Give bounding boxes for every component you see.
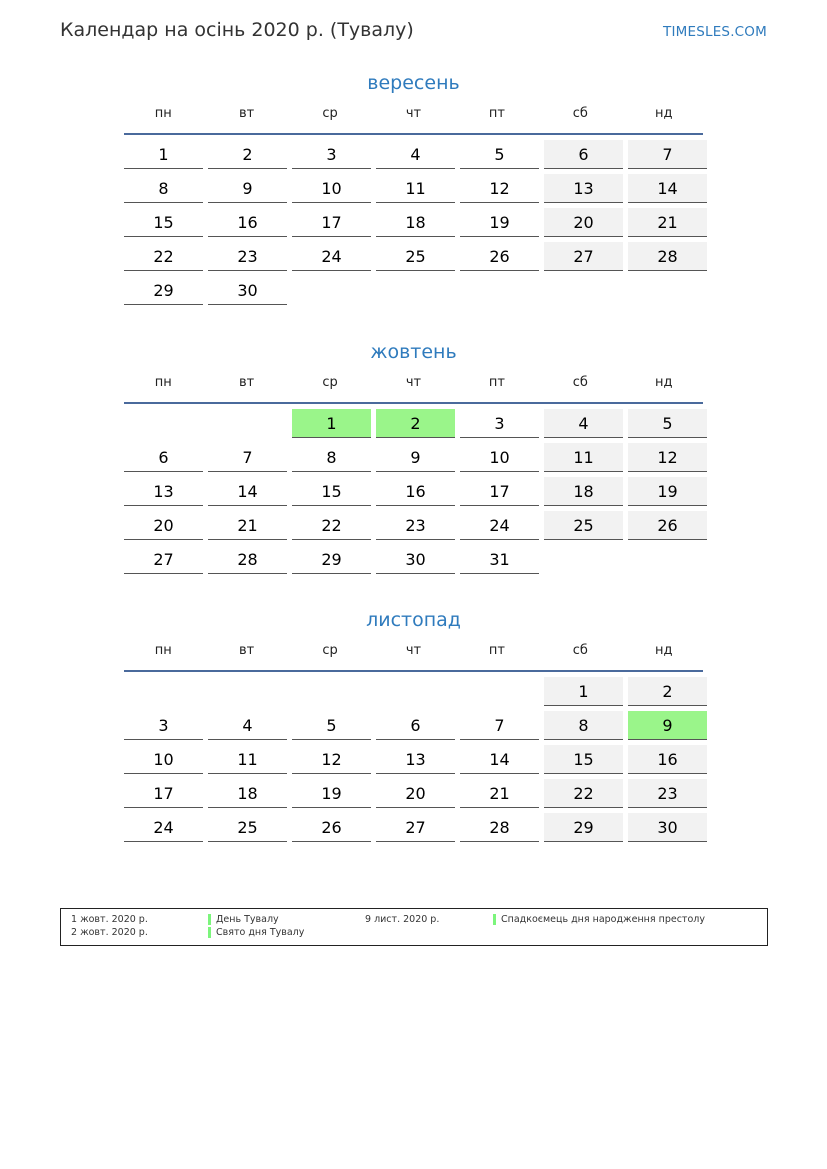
legend-date: 2 жовт. 2020 р.	[71, 927, 148, 938]
day-cell: 17	[124, 779, 203, 808]
day-cell: 3	[460, 409, 539, 438]
empty-cell	[292, 677, 371, 706]
empty-cell	[124, 677, 203, 706]
holiday-day-cell: 1	[292, 409, 371, 438]
weekday-label: пт	[488, 643, 505, 658]
holiday-legend	[60, 908, 768, 946]
day-cell: 13	[124, 477, 203, 506]
day-cell: 8	[124, 174, 203, 203]
header-divider	[124, 402, 703, 404]
day-cell: 24	[292, 242, 371, 271]
day-cell: 11	[544, 443, 623, 472]
day-cell: 18	[376, 208, 455, 237]
day-cell: 21	[460, 779, 539, 808]
day-cell: 14	[628, 174, 707, 203]
day-cell: 26	[628, 511, 707, 540]
empty-cell	[376, 677, 455, 706]
empty-cell	[208, 409, 287, 438]
month-september	[124, 70, 703, 305]
day-cell: 12	[628, 443, 707, 472]
day-cell: 7	[208, 443, 287, 472]
weekday-label: чт	[405, 643, 422, 658]
day-cell: 20	[544, 208, 623, 237]
weekday-label: вт	[239, 375, 255, 390]
month-name: вересень	[367, 72, 460, 94]
day-cell: 22	[544, 779, 623, 808]
day-cell: 16	[376, 477, 455, 506]
empty-cell	[124, 409, 203, 438]
day-cell: 5	[628, 409, 707, 438]
day-cell: 28	[208, 545, 287, 574]
month-name: листопад	[366, 609, 461, 631]
month-october	[124, 339, 703, 574]
day-cell: 19	[292, 779, 371, 808]
day-cell: 10	[460, 443, 539, 472]
weekday-label: нд	[654, 643, 673, 658]
day-cell: 29	[544, 813, 623, 842]
weekday-label: чт	[405, 375, 422, 390]
day-cell: 22	[124, 242, 203, 271]
day-cell: 21	[628, 208, 707, 237]
day-grid	[124, 140, 703, 305]
weekday-label: нд	[654, 375, 673, 390]
day-cell: 4	[208, 711, 287, 740]
weekday-label: вт	[239, 106, 255, 121]
holiday-marker	[208, 927, 211, 938]
day-cell: 27	[376, 813, 455, 842]
day-cell: 3	[124, 711, 203, 740]
day-cell: 28	[460, 813, 539, 842]
weekday-header	[124, 641, 703, 661]
page-title: Календар на осінь 2020 р. (Тувалу)	[60, 19, 414, 41]
day-cell: 10	[292, 174, 371, 203]
day-cell: 16	[628, 745, 707, 774]
day-cell: 7	[460, 711, 539, 740]
day-cell: 14	[208, 477, 287, 506]
day-cell: 29	[292, 545, 371, 574]
empty-cell	[460, 677, 539, 706]
day-cell: 24	[460, 511, 539, 540]
day-cell: 9	[376, 443, 455, 472]
day-cell: 26	[292, 813, 371, 842]
day-cell: 31	[460, 545, 539, 574]
day-cell: 6	[124, 443, 203, 472]
day-cell: 23	[376, 511, 455, 540]
day-cell: 27	[544, 242, 623, 271]
weekday-label: чт	[405, 106, 422, 121]
month-name: жовтень	[370, 341, 457, 363]
day-cell: 22	[292, 511, 371, 540]
weekday-label: пн	[154, 106, 172, 121]
day-cell: 2	[208, 140, 287, 169]
day-cell: 3	[292, 140, 371, 169]
day-cell: 16	[208, 208, 287, 237]
day-cell: 23	[208, 242, 287, 271]
day-cell: 30	[376, 545, 455, 574]
day-cell: 6	[376, 711, 455, 740]
day-cell: 30	[208, 276, 287, 305]
site-link[interactable]: TIMESLES.COM	[663, 24, 767, 40]
day-cell: 4	[376, 140, 455, 169]
legend-holiday-name: День Тувалу	[216, 914, 279, 925]
day-cell: 20	[124, 511, 203, 540]
weekday-label: пт	[488, 106, 505, 121]
day-cell: 12	[292, 745, 371, 774]
weekday-header	[124, 104, 703, 124]
day-cell: 18	[208, 779, 287, 808]
day-cell: 5	[292, 711, 371, 740]
legend-holiday-name: Спадкоємець дня народження престолу	[501, 914, 705, 925]
legend-date: 9 лист. 2020 р.	[365, 914, 440, 925]
day-grid	[124, 409, 703, 574]
header-divider	[124, 670, 703, 672]
day-cell: 19	[628, 477, 707, 506]
empty-cell	[208, 677, 287, 706]
month-november	[124, 607, 703, 842]
day-cell: 17	[292, 208, 371, 237]
day-cell: 14	[460, 745, 539, 774]
header-divider	[124, 133, 703, 135]
holiday-day-cell: 2	[376, 409, 455, 438]
weekday-header	[124, 373, 703, 393]
day-cell: 12	[460, 174, 539, 203]
day-cell: 2	[628, 677, 707, 706]
legend-holiday-name: Свято дня Тувалу	[216, 927, 305, 938]
weekday-label: ср	[322, 375, 338, 390]
day-cell: 15	[124, 208, 203, 237]
day-cell: 29	[124, 276, 203, 305]
day-cell: 17	[460, 477, 539, 506]
weekday-label: пн	[154, 375, 172, 390]
weekday-label: пт	[488, 375, 505, 390]
day-cell: 11	[376, 174, 455, 203]
weekday-label: пн	[154, 643, 172, 658]
day-cell: 1	[544, 677, 623, 706]
day-cell: 10	[124, 745, 203, 774]
day-cell: 25	[544, 511, 623, 540]
weekday-label: сб	[572, 375, 588, 390]
day-cell: 19	[460, 208, 539, 237]
weekday-label: вт	[239, 643, 255, 658]
holiday-marker	[208, 914, 211, 925]
legend-date: 1 жовт. 2020 р.	[71, 914, 148, 925]
weekday-label: нд	[654, 106, 673, 121]
day-cell: 18	[544, 477, 623, 506]
day-cell: 20	[376, 779, 455, 808]
day-cell: 23	[628, 779, 707, 808]
day-cell: 1	[124, 140, 203, 169]
day-cell: 13	[544, 174, 623, 203]
weekday-label: сб	[572, 643, 588, 658]
day-cell: 21	[208, 511, 287, 540]
weekday-label: ср	[322, 106, 338, 121]
day-cell: 8	[292, 443, 371, 472]
day-cell: 9	[208, 174, 287, 203]
weekday-label: ср	[322, 643, 338, 658]
day-cell: 27	[124, 545, 203, 574]
day-cell: 24	[124, 813, 203, 842]
holiday-marker	[493, 914, 496, 925]
day-cell: 25	[376, 242, 455, 271]
day-cell: 15	[292, 477, 371, 506]
day-cell: 5	[460, 140, 539, 169]
day-cell: 26	[460, 242, 539, 271]
day-grid	[124, 677, 703, 842]
day-cell: 11	[208, 745, 287, 774]
day-cell: 6	[544, 140, 623, 169]
weekday-label: сб	[572, 106, 588, 121]
day-cell: 8	[544, 711, 623, 740]
day-cell: 25	[208, 813, 287, 842]
day-cell: 13	[376, 745, 455, 774]
day-cell: 28	[628, 242, 707, 271]
day-cell: 30	[628, 813, 707, 842]
holiday-day-cell: 9	[628, 711, 707, 740]
day-cell: 7	[628, 140, 707, 169]
day-cell: 4	[544, 409, 623, 438]
day-cell: 15	[544, 745, 623, 774]
